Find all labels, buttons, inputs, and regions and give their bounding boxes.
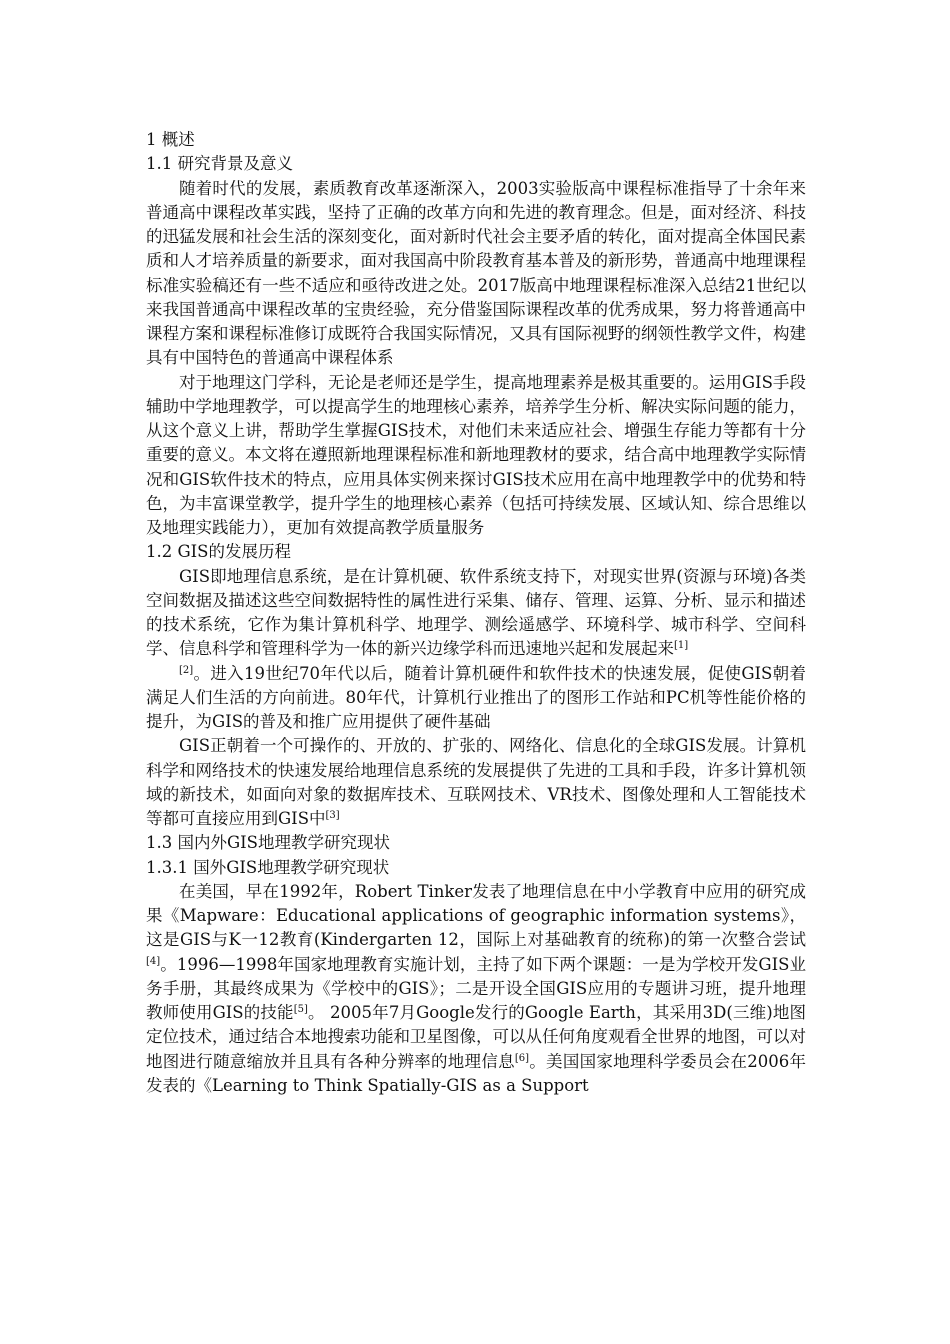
citation-6: [6] bbox=[514, 1052, 530, 1064]
section-heading-1-1: 1.1 研究背景及意义 bbox=[146, 154, 293, 174]
paragraph-gis-history bbox=[146, 662, 806, 735]
paragraph-foreign-research-part-d: 。美国国家地理科学委员会在2006年发表的《Learning to Think Spatially-GIS as a Support bbox=[146, 1051, 806, 1095]
citation-2: [2] bbox=[179, 664, 194, 676]
citation-5: [5] bbox=[293, 1004, 308, 1015]
paragraph-gis-definition bbox=[146, 565, 806, 662]
paragraph-foreign-research-part-c: 。 2005年7月Google发行的Google Earth，其采用3D(三维)地图定位技术，通过结合本地搜索功能和卫星图像，可以从任何角度观看全世界的地图，可以对地图进行随意缩放并且具有各种分辨率的地理信息 bbox=[146, 1003, 806, 1071]
paragraph-background-1: 随着时代的发展，素质教育改革逐渐深入，2003实验版高中课程标准指导了十余年来普通高中课程改革实践，坚持了正确的改革方向和先进的教育理念。但是，面对经济、科技的迅猛发展和社会生活的深刻变化，面对新时代社会主要矛盾的转化，面对提高全体国民素质和人才培养质量的新要求，面对我国高中阶段教育基本普及的新形势，普通高中地理课程标准实验稿还有一些不适应和亟待改进之处。2017版高中地理课程标准深入总结21世纪以来我国普通高中课程改革的宝贵经验，充分借鉴国际课程改革的优秀成果，努力将普通高中课程方案和课程标准修订成既符合我国实际情况，又具有国际视野的纲领性教学文件，构建具有中国特色的普通高中课程体系 bbox=[146, 178, 806, 368]
section-heading-1: 1 概述 bbox=[146, 130, 195, 149]
paragraph-background-2: 对于地理这门学科，无论是老师还是学生，提高地理素养是极其重要的。运用GIS手段辅助中学地理教学，可以提高学生的地理核心素养，培养学生分析、解决实际问题的能力，从这个意义上讲，帮助学生掌握GIS技术，对他们未来适应社会、增强生存能力等都有十分重要的意义。本文将在遵照新地理课程标准和新地理教材的要求，结合高中地理教学实际情况和GIS软件技术的特点，应用具体实例来探讨GIS技术应用在高中地理教学中的优势和特色，为丰富课堂教学，提升学生的地理核心素养（包括可持续发展、区域认知、综合思维以及地理实践能力），更加有效提高教学质量服务 bbox=[146, 372, 806, 537]
paragraph-gis-history-text: 。进入19世纪70年代以后，随着计算机硬件和软件技术的快速发展，促使GIS朝着满足人们生活的方向前进。80年代，计算机行业推出了的图形工作站和PC机等性能价格的提升，为GIS的普及和推广应用提供了硬件基础 bbox=[146, 663, 806, 731]
section-heading-1-2: 1.2 GIS的发展历程 bbox=[146, 542, 291, 562]
paragraph-gis-definition-text: GIS即地理信息系统，是在计算机硬、软件系统支持下，对现实世界(资源与环境)各类空间数据及描述这些空间数据特性的属性进行采集、储存、管理、运算、分析、显示和描述的技术系统，它作为集计算机科学、地理学、测绘遥感学、环境科学、城市科学、空间科学、信息科学和管理科学为一体的新兴边缘学科而迅速地兴起和发展起来 bbox=[146, 566, 806, 659]
paragraph-gis-trend bbox=[146, 734, 806, 831]
paragraph-foreign-research bbox=[146, 880, 806, 1098]
paragraph-foreign-research-part-b: 。1996—1998年国家地理教育实施计划，主持了如下两个课题：一是为学校开发GIS业务手册，其最终成果为《学校中的GIS》；二是开设全国GIS应用的专题讲习班，提升地理教师使用GIS的技能 bbox=[146, 954, 806, 1022]
document-page bbox=[146, 128, 806, 1098]
citation-4: [4] bbox=[146, 955, 161, 967]
citation-1: [1] bbox=[674, 640, 689, 652]
section-heading-1-3: 1.3 国内外GIS地理教学研究现状 bbox=[146, 833, 390, 853]
citation-3: [3] bbox=[325, 810, 340, 821]
section-heading-1-3-1: 1.3.1 国外GIS地理教学研究现状 bbox=[146, 857, 390, 877]
paragraph-foreign-research-part-a: 在美国，早在1992年，Robert Tinker发表了地理信息在中小学教育中应用的研究成果《Mapware：Educational applications of geographic information systems》，这是GIS与K一12教育(Kindergarten 12，国际上对基础教育的统称)的第一次整合尝试 bbox=[146, 881, 806, 950]
paragraph-gis-trend-text: GIS正朝着一个可操作的、开放的、扩张的、网络化、信息化的全球GIS发展。计算机科学和网络技术的快速发展给地理信息系统的发展提供了先进的工具和手段，许多计算机领域的新技术，如面向对象的数据库技术、互联网技术、VR技术、图像处理和人工智能技术等都可直接应用到GIS中 bbox=[146, 736, 806, 828]
